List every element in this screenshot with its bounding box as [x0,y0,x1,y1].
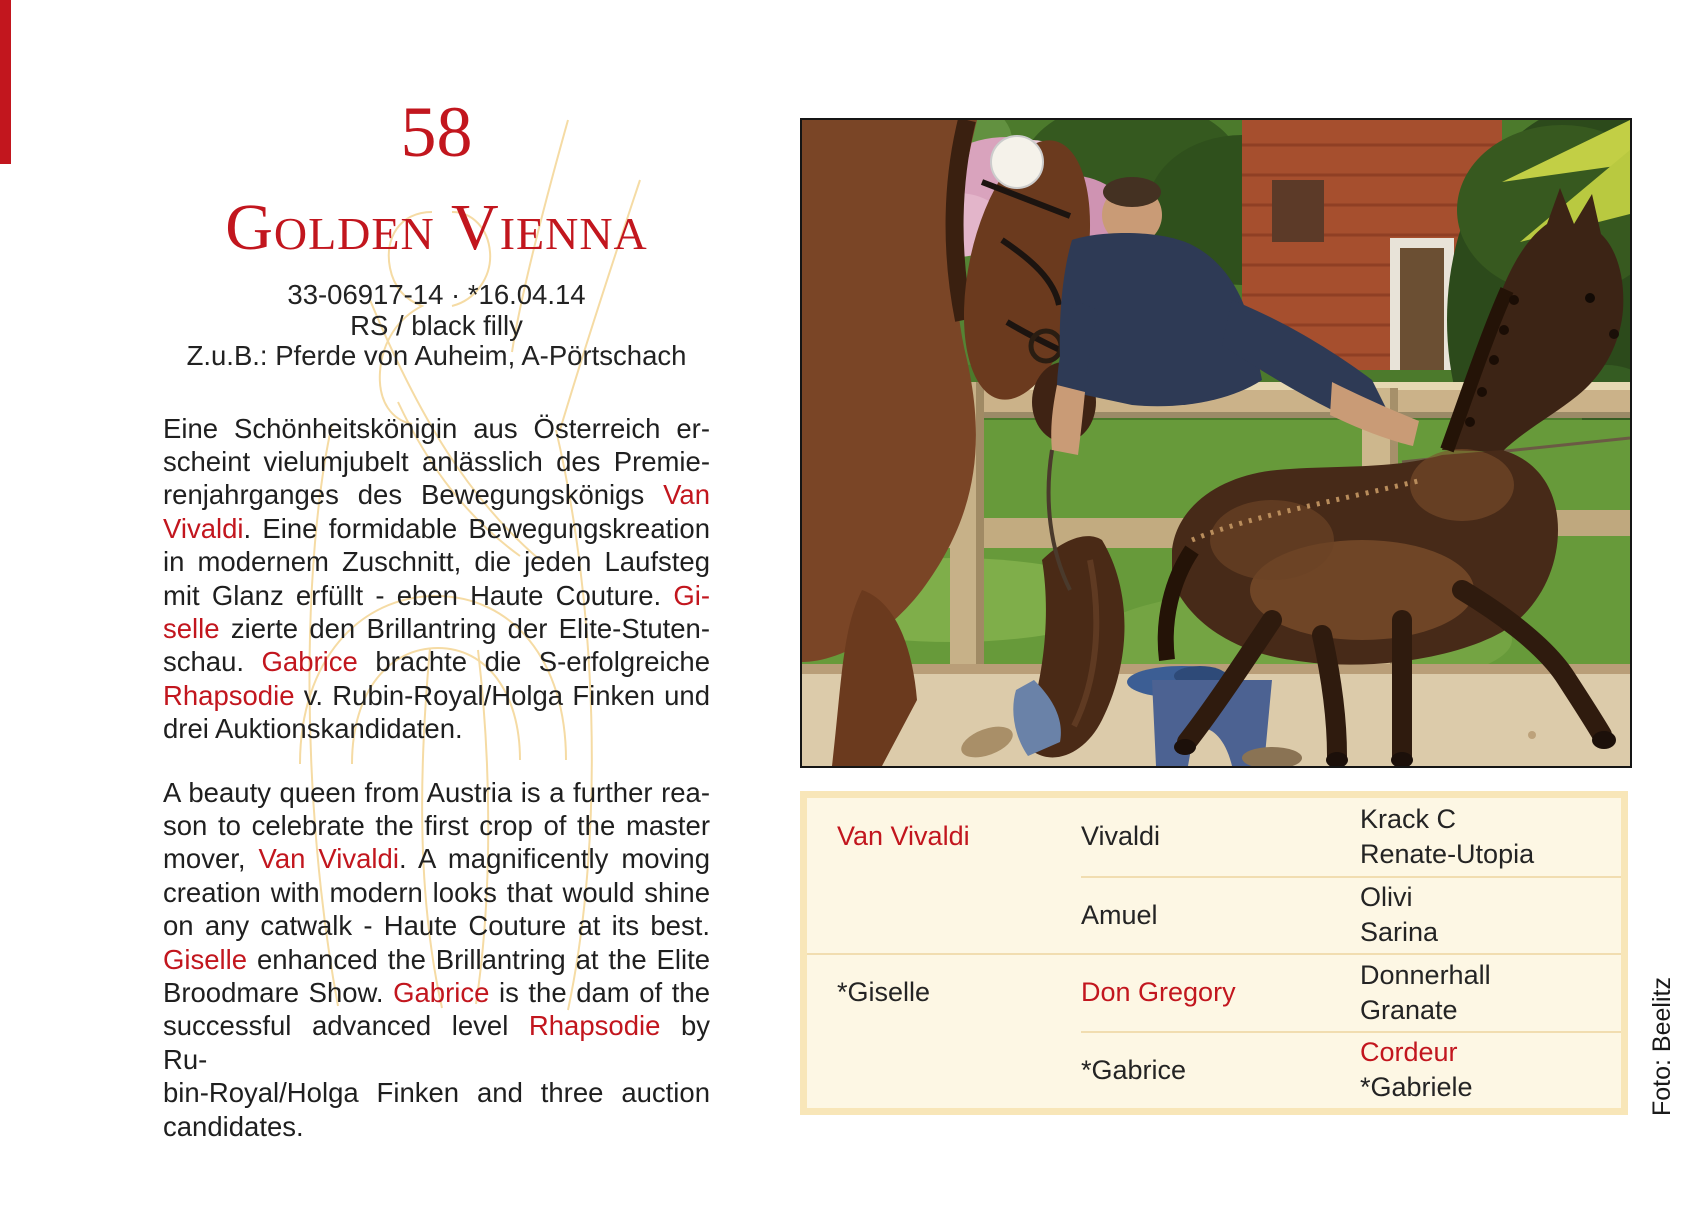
photo-credit: Foto: Beelitz [1648,977,1676,1116]
text-segment: brachte die S-erfolgreiche [357,646,710,678]
lot-number: 58 [400,92,473,172]
paragraph-line [163,545,710,578]
pedigree-name: Van Vivaldi [837,821,970,852]
pedigree-grandparent-line [1360,1035,1621,1070]
highlighted-horse-name: Giselle [163,943,248,975]
paragraph-line [163,645,710,678]
text-segment: son to celebrate the first crop of the master [163,809,710,841]
text-segment: renjahrganges des Bewegungskönigs [163,479,664,511]
pedigree-grandparent-line [1360,802,1621,837]
text-segment: . Eine formidable Bewegungskreation [243,512,710,544]
text-segment: successful advanced level [163,1010,529,1042]
pedigree-grandparent-line [1360,993,1621,1028]
text-segment: mover, [163,843,259,875]
paragraph-line [163,679,710,712]
color-sex-line: RS / black filly [350,309,523,341]
text-segment: drei Auktionskandidaten. [163,713,463,745]
paragraph-line [163,943,710,976]
pedigree-sire-parent [1081,876,1360,954]
paragraph-line [163,478,710,511]
pedigree-name: Vivaldi [1081,821,1161,852]
pedigree-name: Amuel [1081,899,1158,930]
highlighted-horse-name: Gi- [673,579,710,611]
pedigree-name: Granate [1360,994,1458,1025]
text-segment: v. Rubin-Royal/Holga Finken und [294,679,710,711]
highlighted-horse-name: Rhapsodie [163,679,295,711]
pedigree-dam [807,953,1081,1031]
text-segment: enhanced the Brillantring at the Elite [247,943,710,975]
paragraph-line [163,842,710,875]
pedigree-grandparent-line [1360,915,1621,950]
highlighted-horse-name: selle [163,612,220,644]
pedigree-name: Krack C [1360,803,1457,834]
text-segment: scheint vielumjubelt anlässlich des Premie- [163,445,710,477]
pedigree-sire-grandparents [1360,798,1621,876]
text-segment: Broodmare Show. [163,977,394,1008]
pedigree-name: Donnerhall [1360,959,1491,990]
pedigree-grandparent-line [1360,837,1621,872]
paragraph-line [163,776,710,809]
pedigree-name: *Gabrice [1081,1054,1187,1085]
paragraph-line [163,579,710,612]
page-edge-red-tab [0,0,11,164]
text-segment: is the dam of the [489,977,710,1008]
highlighted-horse-name: Vivaldi [163,512,244,544]
registration-number-line: 33-06917-14 · *16.04.14 [287,279,586,310]
pedigree-dam-grandparents [1360,1031,1621,1109]
pedigree-dam-parent [1081,953,1360,1031]
text-segment: bin-Royal/Holga Finken and three auction [163,1077,710,1109]
registration-block [163,280,710,372]
pedigree-name: Renate-Utopia [1360,838,1535,869]
paragraph-line [163,712,710,745]
pedigree-grid [807,798,1621,1108]
pedigree-grandparent-line [1360,880,1621,915]
pedigree-grandparent-line [1360,1070,1621,1105]
paragraph-line [163,876,710,909]
pedigree-dam-parent [1081,1031,1360,1109]
paragraph-line [163,445,710,478]
text-segment: candidates. [163,1110,304,1142]
pedigree-name: Don Gregory [1081,977,1236,1008]
text-segment: . A magnificently moving [398,843,711,875]
highlighted-horse-name: Van [663,479,710,511]
paragraph-line [163,512,710,545]
paragraph-line [163,412,710,445]
paragraph-line [163,1110,710,1143]
text-segment: zierte den Brillantring der Elite-Stuten- [219,612,710,644]
paragraph-line [163,1076,710,1109]
lot-text-column [163,92,710,1143]
paragraph-line [163,612,710,645]
paragraph-line [163,809,710,842]
horse-photo [800,118,1632,768]
text-segment: by Ru- [163,1010,710,1075]
pedigree-name: Olivi [1360,882,1413,913]
pedigree-table [800,791,1628,1115]
horse-name-title: Golden Vienna [225,191,648,264]
highlighted-horse-name: Van Vivaldi [258,843,399,875]
description-german [163,412,710,746]
pedigree-sire [807,798,1081,876]
paragraph-line [163,1009,710,1076]
highlighted-horse-name: Gabrice [393,977,490,1008]
paragraph-line [163,976,710,1009]
pedigree-name: Sarina [1360,917,1439,948]
highlighted-horse-name: Rhapsodie [528,1010,661,1042]
breeder-line: Z.u.B.: Pferde von Auheim, A-Pörtschach [186,340,687,371]
text-segment: on any catwalk - Haute Couture at its best. [163,910,710,942]
pedigree-name: *Giselle [837,977,931,1008]
text-segment: creation with modern looks that would shine [163,876,710,908]
highlighted-horse-name: Gabrice [261,646,358,678]
description-english [163,776,710,1143]
pedigree-grandparent-line [1360,958,1621,993]
text-segment: schau. [163,646,262,678]
pedigree-sire-parent [1081,798,1360,876]
horse-photo-illustration [802,120,1630,766]
paragraph-line [163,909,710,942]
text-segment: mit Glanz erfüllt - eben Haute Couture. [163,579,674,611]
text-segment: in modernem Zuschnitt, die jeden Laufsteg [163,546,710,578]
text-segment: Eine Schönheitskönigin aus Österreich er- [163,412,710,444]
pedigree-dam-grandparents [1360,953,1621,1031]
text-segment: A beauty queen from Austria is a further rea- [163,776,710,808]
pedigree-name: *Gabriele [1360,1072,1473,1103]
pedigree-sire-grandparents [1360,876,1621,954]
pedigree-name: Cordeur [1360,1037,1458,1068]
